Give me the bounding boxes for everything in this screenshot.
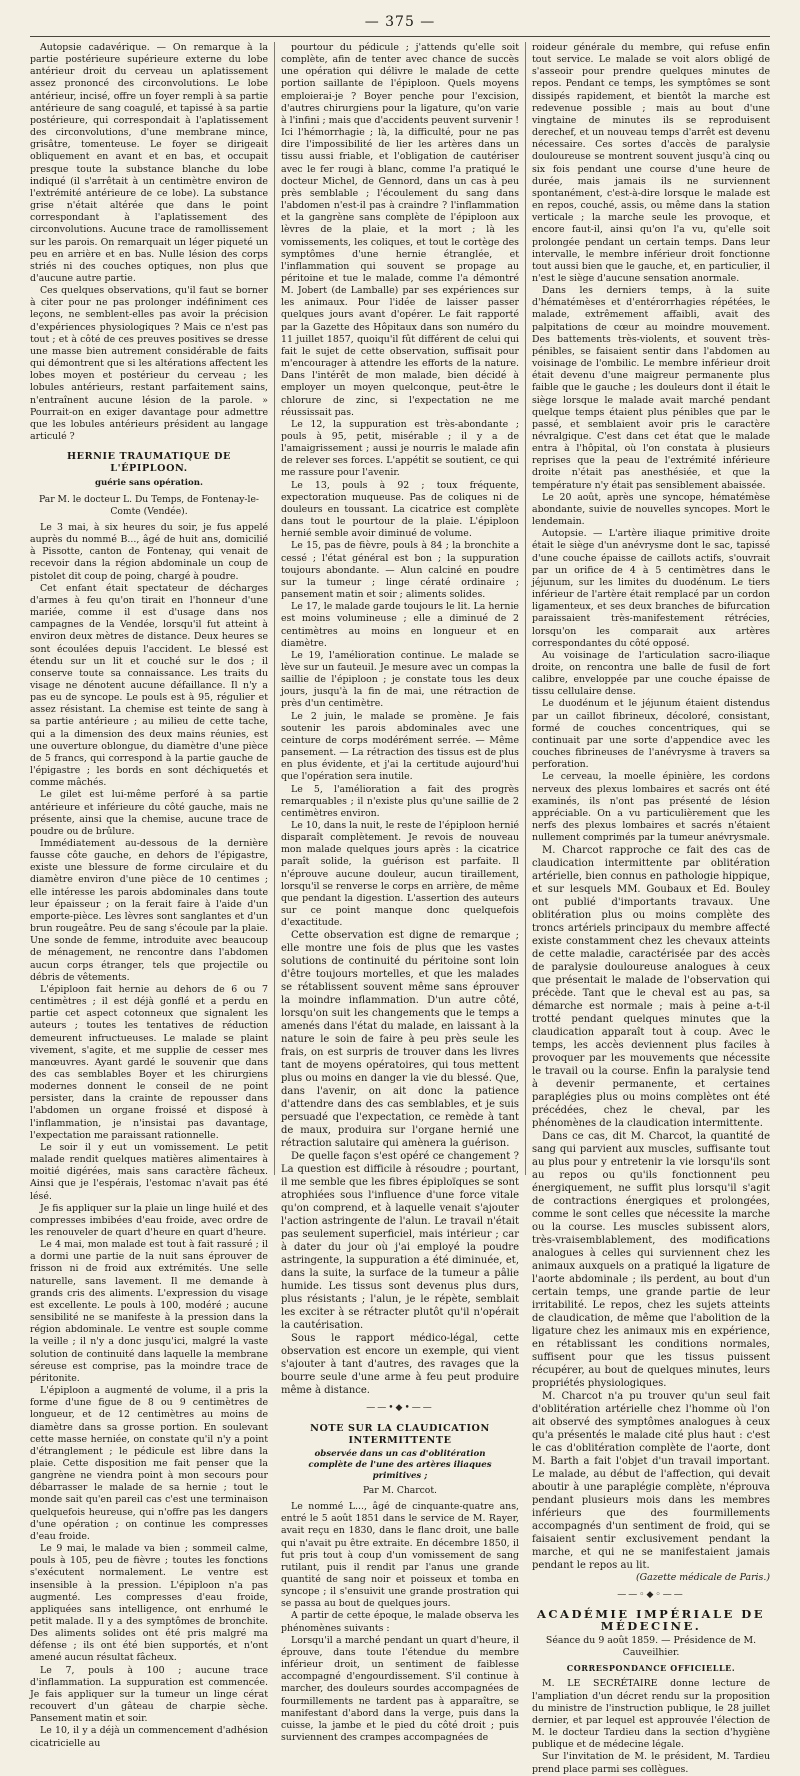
column-divider <box>525 42 526 1175</box>
paragraph: A partir de cette époque, le malade observa les phénomènes suivants : <box>281 1610 519 1634</box>
paragraph: Le nommé L..., âgé de cinquante-quatre ans, entré le 5 août 1851 dans le service de M. Rayer, avait reçu en 1830, dans le flanc droit, une balle qui n'avait pu être extraite. En décembre 1850, il fut pris tout à coup d'un vomissement de sang rutilant, puis il rendit par l'anus une grande quantité de sang noir et poisseux et tomba en syncope ; il s'ensuivit une grande prostration qui se passa au bout de quelques jours. <box>281 1501 519 1610</box>
paragraph: Sur l'invitation de M. le président, M. Tardieu prend place parmi ses collègues. <box>532 1751 770 1775</box>
paragraph: Le 10, dans la nuit, le reste de l'épiploon hernié disparaît complètement. Je revois de nouveau mon malade quelques jours après : la cicatrice paraît solide, la guérison est parfaite. Il n'éprouve aucune douleur, aucun tiraillement, lorsqu'il se renverse le corps en arrière, de même que pendant la digestion. L'assertion des auteurs sur ce point manque donc quelquefois d'exactitude. <box>281 820 519 929</box>
paragraph: pourtour du pédicule ; j'attends qu'elle soit complète, afin de tenter avec chance de succès une opération qui délivre le malade de cette portion saillante de l'épiploon. Quels moyens emploierai-je ? Boyer penche pour l'excision, d'autres chirurgiens pour la ligature, qu'on varie à l'infini ; mais que d'accidents peuvent survenir ! Ici l'hémorrhagie ; là, la difficulté, pour ne pas dire l'impossibilité de lier les artères dans un tissu aussi friable, et l'obligation de cautériser avec le fer rougi à blanc, comme l'a pratiqué le docteur Michel, de Gennord, dans un cas à peu près semblable ; l'écoulement du sang dans l'abdomen n'est-il pas à craindre ? l'inflammation et la gangrène sans complète de l'épiploon aux lèvres de la plaie, et la mort ; là les vomissements, les coliques, et tout le cortège des symptômes d'une hernie étranglée, et l'inflammation qui souvent se propage au péritoine et tue le malade, comme l'a démontré M. Jobert (de Lamballe) par ses expériences sur les animaux. Pour l'idée de laisser passer quelques jours avant d'opérer. Le fait rapporté par la Gazette des Hôpitaux dans son numéro du 11 juillet 1857, quoiqu'il fût différent de celui qui fait le sujet de cette observation, suffisait pour m'encourager à attendre les efforts de la nature. Dans l'intérêt de mon malade, bien décidé à employer un moyen quelconque, peut-être le chlorure de zinc, si l'expectation ne me réussissait pas. <box>281 42 519 418</box>
paragraph: De quelle façon s'est opéré ce changement ? La question est difficile à résoudre ; pourtant, il me semble que les fibres épiploïques se sont atrophiées sous l'influence d'une force vitale qu'on comprend, et à laquelle venait s'ajouter l'action astringente de l'alun. Le travail n'était pas seulement superficiel, mais intérieur ; car à dater du jour où j'ai employé la poudre astringente, la suppuration a été diminuée, et, dans la suite, la surface de la tumeur a pâlie humide. Les tissus sont devenus plus durs, plus résistants ; l'alun, je le répète, semblait les exciter à se rétracter plutôt qu'il n'opérait la cautérisation. <box>281 1151 519 1332</box>
paragraph: Ces quelques observations, qu'il faut se borner à citer pour ne pas prolonger indéfiniment ces leçons, ne semblent-elles pas avoir la précision d'expériences physiologiques ? Mais ce n'est pas tout ; et à côté de ces preuves positives se dresse une masse bien autrement considérable de faits qui démontrent que si les altérations affectent les lobes moyen et postérieur du cerveau ; les lobules antérieurs, restant parfaitement sains, n'entraînent aucune lésion de la parole. » Pourrait-on en exiger davantage pour admettre que les lobules antérieurs président au langage articulé ? <box>30 285 268 442</box>
article-byline: Par M. Charcot. <box>363 1484 437 1496</box>
paragraph: Le duodénum et le jéjunum étaient distendus par un caillot fibrineux, décoloré, consistant, formé de couches concentriques, qui se continuait par une sorte d'appendice avec les couches fibrineuses de l'anévrysme à travers sa perforation. <box>532 698 770 771</box>
section-ornament: ——•◆•—— <box>366 1403 434 1414</box>
paragraph: L'épiploon a augmenté de volume, il a pris la forme d'une figue de 8 ou 9 centimètres de longueur, et de 12 centimètres au moins de diamètre dans sa grosse portion. En soulevant cette masse herniée, on constate qu'il n'y a point d'étranglement ; le pédicule est libre dans la plaie. Cette disposition me fait penser que la gangrène ne viendra point à mon secours pour débarrasser le malade de sa hernie ; tout le monde sait qu'en pareil cas c'est une terminaison quelquefois heureuse, qui n'offre pas les dangers d'une opération ; on continue les compresses d'eau froide. <box>30 1385 268 1542</box>
paragraph: Le 4 mai, mon malade est tout à fait rassuré ; il a dormi une partie de la nuit sans éprouver de frisson ni de froid aux extrémités. Une selle naturelle, sans lavement. Il me demande à grands cris des aliments. L'expression du visage est excellente. Le pouls à 100, modéré ; aucune sensibilité ne se manifeste à la pression dans la région abdominale. Le ventre est souple comme la veille ; il n'y a donc jusqu'ici, malgré la vaste solution de continuité dans laquelle la membrane séreuse est comprise, pas la moindre trace de péritonite. <box>30 1239 268 1384</box>
paragraph: roideur générale du membre, qui refuse enfin tout service. Le malade se voit alors obligé de s'asseoir pour prendre quelques minutes de repos. Pendant ce temps, les symptômes se sont dissipés rapidement, et bientôt la marche est redevenue possible ; mais au bout d'une vingtaine de minutes ils se reproduisent derechef, et un nouveau temps d'arrêt est devenu nécessaire. Ces sortes d'accès de paralysie douloureuse se montrent souvent jusqu'à cinq ou six fois pendant une course d'une heure de durée, mais jamais ils ne surviennent spontanément, c'est-à-dire lorsque le malade est en repos, couché, assis, ou même dans la station verticale ; la marche seule les provoque, et encore faut-il, ainsi qu'on l'a vu, qu'elle soit prolongée pendant un certain temps. Dans leur intervalle, le membre inférieur droit fonctionne tout aussi bien que le gauche, et, en particulier, il n'est le siège d'aucune sensation anormale. <box>532 42 770 284</box>
paragraph: Le 20 août, après une syncope, hématémèse abondante, suivie de nouvelles syncopes. Mort le lendemain. <box>532 491 770 528</box>
header-rule <box>30 36 770 37</box>
column-right <box>532 42 770 1775</box>
article-byline: Par M. le docteur L. Du Temps, de Fontenay-le-Comte (Vendée). <box>38 493 260 517</box>
paragraph: Le 19, l'amélioration continue. Le malade se lève sur un fauteuil. Je mesure avec un compas la saillie de l'épiploon ; je constate tous les deux jours, jusqu'à la fin de mai, une rétraction de près d'un centimètre. <box>281 649 519 710</box>
paragraph: Au voisinage de l'articulation sacro-iliaque droite, on rencontra une balle de fusil de fort calibre, enveloppée par une couche épaisse de tissu cellulaire dense. <box>532 649 770 698</box>
column-left <box>30 42 268 1749</box>
paragraph: Le 2 juin, le malade se promène. Je fais soutenir les parois abdominales avec une ceinture de corps modérément serrée. — Même pansement. — La rétraction des tissus est de plus en plus évidente, et j'ai la certitude aujourd'hui que l'opération sera inutile. <box>281 710 519 783</box>
paragraph: Le 3 mai, à six heures du soir, je fus appelé auprès du nommé B..., âgé de huit ans, domicilié à Pissotte, canton de Fontenay, qui venait de recevoir dans la région abdominale un coup de pistolet dit coup de poing, chargé à poudre. <box>30 521 268 582</box>
paragraph: Je fis appliquer sur la plaie un linge huilé et des compresses imbibées d'eau froide, avec ordre de les renouveler de quart d'heure en quart d'heure. <box>30 1202 268 1238</box>
column-middle <box>281 42 519 1743</box>
paragraph: Le 10, il y a déjà un commencement d'adhésion cicatricielle au <box>30 1725 268 1749</box>
paragraph: Le 7, pouls à 100 ; aucune trace d'inflammation. La suppuration est commencée. Je fais appliquer sur la tumeur un linge cérat recouvert d'un gâteau de charpie sèche. Pansement matin et soir. <box>30 1664 268 1725</box>
paragraph: Sous le rapport médico-légal, cette observation est encore un exemple, qui vient s'ajouter à tant d'autres, des ravages que la bourre seule d'une arme à feu peut produire même à distance. <box>281 1333 519 1397</box>
paragraph: Le 12, la suppuration est très-abondante ; pouls à 95, petit, misérable ; il y a de l'amaigrissement ; aussi je nourris le malade afin de relever ses forces. L'appétit se soutient, ce qui me rassure pour l'avenir. <box>281 418 519 479</box>
section-title: ACADÉMIE IMPÉRIALE DE MÉDECINE. <box>536 1606 766 1633</box>
paragraph: Dans les derniers temps, à la suite d'hématémèses et d'entérorrhagies répétées, le malade, extrêmement affaibli, avait des palpitations de cœur au moindre mouvement. Des battements très-violents, et souvent très-pénibles, se faisaient sentir dans l'abdomen au voisinage de l'ombilic. Le membre inférieur droit était devenu d'une maigreur permanente plus faible que le gauche ; les douleurs dont il était le siège lorsque le malade avait marché pendant quelque temps étaient plus pénibles que par le passé, et semblaient avoir pris le caractère névralgique. C'est dans cet état que le malade entra à l'hôpital, où l'on constata à plusieurs reprises que la peau de l'extrémité inférieure droite n'était pas anesthésiée, et que la température n'y était pas sensiblement abaissée. <box>532 285 770 491</box>
paragraph: Cet enfant était spectateur de décharges d'armes à feu qu'on tirait en l'honneur d'une mariée, comme il est d'usage dans nos campagnes de la Vendée, lorsqu'il fut atteint à environ deux mètres de distance. Deux heures se sont écoulées depuis l'accident. Le blessé est étendu sur un lit et couché sur le dos ; il conserve toute sa connaissance. Les traits du visage ne dénotent aucune défaillance. Il n'y a pas eu de syncope. Le pouls est à 95, régulier et assez résistant. La chemise est teinte de sang à sa partie antérieure ; au milieu de cette tache, qui a la dimension des deux mains réunies, est une ouverture oblongue, du diamètre d'une pièce de 5 francs, qui correspond à la partie gauche de l'épigastre ; les bords en sont déchiquetés et comme mâchés. <box>30 582 268 789</box>
paragraph: Le 13, pouls à 92 ; toux fréquente, expectoration muqueuse. Pas de coliques ni de douleurs en toussant. La cicatrice est complète dans tout le pourtour de la plaie. L'épiploon hernié semble avoir diminué de volume. <box>281 479 519 540</box>
article-subtitle: guérie sans opération. <box>95 478 203 489</box>
article-subtitle: observée dans un cas d'oblitération complète de l'une des artères iliaques primitives ; <box>308 1448 492 1481</box>
paragraph: Le 9 mai, le malade va bien ; sommeil calme, pouls à 105, peu de fièvre ; toutes les fonctions s'exécutent normalement. Le ventre est insensible à la pression. L'épiploon n'a pas augmenté. Les compresses d'eau froide, appliquées sans intelligence, ont enrhumé le petit malade. Il y a des symptômes de bronchite. Des aliments solides ont été pris malgré ma défense ; ils ont été bien supportés, et n'ont amené aucun résultat fâcheux. <box>30 1543 268 1664</box>
paragraph: Le soir il y eut un vomissement. Le petit malade rendit quelques matières alimentaires à moitié digérées, mais sans caractère fâcheux. Ainsi que je l'espérais, l'estomac n'avait pas été lésé. <box>30 1141 268 1202</box>
section-ornament: ——◦◆◦—— <box>617 1590 685 1601</box>
paragraph: Le gilet est lui-même perforé à sa partie antérieure et inférieure du côté gauche, mais ne présente, ainsi que la chemise, aucune trace de poudre ou de brûlure. <box>30 789 268 837</box>
paragraph: Le cerveau, la moelle épinière, les cordons nerveux des plexus lombaires et sacrés ont été examinés, ils n'ont pas présenté de lésion appréciable. On a vu particulièrement que les nerfs des plexus lombaires et sacrés n'étaient nullement comprimés par la tumeur anévrysmale. <box>532 771 770 844</box>
page-number: — 375 — <box>364 14 436 30</box>
paragraph: Autopsie cadavérique. — On remarque à la partie postérieure supérieure externe du lobe antérieur droit du cerveau un aplatissement assez prononcé des circonvolutions. Le lobe antérieur, incisé, offre un foyer rempli à sa partie antérieure de sang coagulé, et tapissé à sa partie postérieure, qui correspondait à l'aplatissement des circonvolutions, d'une membrane mince, grisâtre, tomenteuse. Le foyer se dirigeait obliquement en avant et en bas, et occupait presque toute la substance blanche du lobe indiqué (il s'arrêtait à un centimètre environ de l'extrémité antérieure de ce lobe). La substance grise n'était altérée que dans le point correspondant à l'aplatissement des circonvolutions. Aucune trace de ramollissement sur les parois. On remarquait un léger piqueté un peu en arrière et en bas. Nulle lésion des corps striés ni des couches optiques, non plus que d'aucune autre partie. <box>30 42 268 284</box>
paragraph: Le 17, le malade garde toujours le lit. La hernie est moins volumineuse ; elle a diminué de 2 centimètres au moins en longueur et en diamètre. <box>281 601 519 649</box>
article-title: HERNIE TRAUMATIQUE DE L'ÉPIPLOON. <box>67 451 231 475</box>
paragraph: Le 5, l'amélioration a fait des progrès remarquables ; il n'existe plus qu'une saillie de 2 centimètres environ. <box>281 783 519 819</box>
paragraph: M. Charcot n'a pu trouver qu'un seul fait d'oblitération artérielle chez l'homme où l'on ait observé des symptômes analogues à ceux qu'a présentés le malade cité plus haut : c'est le cas d'oblitération complète de l'aorte, dont M. Barth a fait l'objet d'un travail important. Le malade, au début de l'affection, qui devait aboutir à une paraplégie complète, n'éprouva pendant plusieurs mois dans les membres inférieurs que des fourmillements accompagnés d'un sentiment de froid, qui se faisaient sentir exclusivement pendant la marche, et qui ne se manifestaient jamais pendant le repos au lit. <box>532 1391 770 1572</box>
session-line: Séance du 9 août 1859. — Présidence de M. Cauveilhier. <box>545 1634 757 1659</box>
paragraph: Lorsqu'il a marché pendant un quart d'heure, il éprouve, dans toute l'étendue du membre inférieur droit, un sentiment de faiblesse accompagné d'engourdissement. S'il continue à marcher, des douleurs sourdes accompagnées de fourmillements ne tardent pas à apparaître, se manifestant d'abord dans la verge, puis dans la cuisse, la jambe et le pied du côté droit ; puis surviennent des crampes accompagnées de <box>281 1634 519 1743</box>
paragraph: M. LE SECRÉTAIRE donne lecture de l'ampliation d'un décret rendu sur la proposition du ministre de l'instruction publique, le 28 juillet dernier, et par lequel est approuvée l'élection de M. le docteur Tardieu dans la section d'hygiène publique et de médecine légale. <box>532 1678 770 1751</box>
paragraph: Immédiatement au-dessous de la dernière fausse côte gauche, en dehors de l'épigastre, existe une blessure de forme circulaire et du diamètre environ d'une pièce de 10 centimes ; elle intéresse les parois abdominales dans toute leur épaisseur ; on la ferait faire à l'aide d'un emporte-pièce. Les lèvres sont sanglantes et d'un brun rougeâtre. Peu de sang s'écoule par la plaie. Une sonde de femme, introduite avec beaucoup de ménagement, ne rencontre dans l'abdomen aucun corps étranger, tels que projectile ou débris de vêtements. <box>30 838 268 983</box>
paragraph: Cette observation est digne de remarque ; elle montre une fois de plus que les vastes solutions de continuité du péritoine sont loin d'être toujours mortelles, et que les malades se rétablissent souvent même sans éprouver la moindre inflammation. D'un autre côté, lorsqu'on suit les changements que le temps a amenés dans l'état du malade, en laissant à la nature le soin de faire à peu près seule les frais, on est surpris de trouver dans les livres tant de moyens opératoires, qui tous mettent plus ou moins en danger la vie du blessé. Que, dans l'avenir, on ait donc la patience d'attendre dans des cas semblables, et je suis persuadé que l'expectation, ce remède à tant de maux, produira sur l'organe hernié une rétraction salutaire qui amènera la guérison. <box>281 930 519 1150</box>
paragraph: L'épiploon fait hernie au dehors de 6 ou 7 centimètres ; il est déjà gonflé et a perdu en partie cet aspect cotonneux que signalent les auteurs ; toutes les tentatives de réduction demeurent infructueuses. Le malade se plaint vivement, s'agite, et me supplie de cesser mes manœuvres. Ayant gardé le souvenir que dans des cas semblables Boyer et les chirurgiens modernes donnent le conseil de ne point persister, dans la crainte de repousser dans l'abdomen un organe froissé et disposé à l'inflammation, je n'insistai pas davantage, l'expectation me paraissant rationnelle. <box>30 983 268 1141</box>
article-title: NOTE SUR LA CLAUDICATION INTERMITTENTE <box>310 1422 490 1446</box>
section-subtitle: CORRESPONDANCE OFFICIELLE. <box>566 1663 736 1674</box>
source-citation: (Gazette médicale de Paris.) <box>635 1572 770 1584</box>
paragraph: Autopsie. — L'artère iliaque primitive droite était le siège d'un anévrysme dont le sac, tapissé d'une couche épaisse de caillots actifs, s'ouvrait par un orifice de 4 à 5 centimètres dans le jéjunum, sur les limites du duodénum. Le tiers inférieur de l'artère était remplacé par un cordon ligamenteux, et ses deux branches de bifurcation paraissaient très-manifestement rétrécies, lorsqu'on les comparait aux artères correspondantes du côté opposé. <box>532 528 770 649</box>
paragraph: M. Charcot rapproche ce fait des cas de claudication intermittente par oblitération artérielle, bien connus en pathologie hippique, et sur lesquels MM. Goubaux et Ed. Bouley ont publié d'importants travaux. Une oblitération plus ou moins complète des troncs artériels principaux du membre affecté existe constamment chez les chevaux atteints de cette maladie, caractérisée par des accès de paralysie douloureuse analogues à ceux que présentait le malade de l'observation qui précède. Tant que le cheval est au pas, sa démarche est normale ; mais à peine a-t-il trotté pendant quelques minutes que la claudication apparaît tout à coup. Avec le temps, les accès deviennent plus faciles à provoquer par les mouvements que nécessite le travail ou la course. Enfin la paralysie tend à devenir permanente, et certaines paraplégies plus ou moins complètes ont été précédées, chez le cheval, par les phénomènes de la claudication intermittente. <box>532 845 770 1130</box>
paragraph: Le 15, pas de fièvre, pouls à 84 ; la bronchite a cessé ; l'état général est bon ; la suppuration toujours abondante. — Alun calciné en poudre sur la tumeur ; linge cératé ordinaire ; pansement matin et soir ; aliments solides. <box>281 540 519 601</box>
column-divider <box>274 42 275 1175</box>
paragraph: Dans ce cas, dit M. Charcot, la quantité de sang qui parvient aux muscles, suffisante tout au plus pour y entretenir la vie lorsqu'ils sont au repos ou qu'ils fonctionnent peu énergiquement, ne suffit plus lorsqu'il s'agit de contractions énergiques et prolongées, comme le sont celles que nécessite la marche ou la course. Les muscles subissent alors, très-vraisemblablement, des modifications analogues à celles qui surviennent chez les animaux auxquels on a pratiqué la ligature de l'aorte abdominale ; ils perdent, au bout d'un certain temps, une grande partie de leur irritabilité. Le repos, chez les sujets atteints de claudication, de même que l'abolition de la ligature chez les animaux mis en expérience, en rétablissant les conditions normales, suffisent pour que les tissus puissent récupérer, au bout de quelques minutes, leurs propriétés physiologiques. <box>532 1131 770 1390</box>
